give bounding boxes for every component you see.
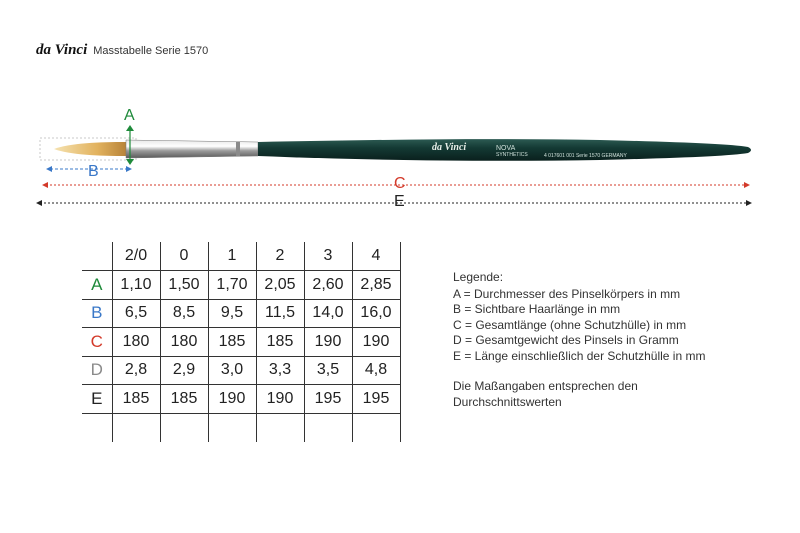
table-header-cell: 3 [304,242,352,271]
measurement-table [82,242,401,442]
table-cell: 190 [208,385,256,414]
dim-c-arrow-right [744,182,750,188]
dim-b-arrow-left [46,166,52,172]
table-header-cell: 2/0 [112,242,160,271]
ferrule-crimp [236,142,240,156]
table-cell: 185 [256,328,304,357]
legend-item-c: C = Gesamtlänge (ohne Schutzhülle) in mm [453,317,687,332]
table-cell: 8,5 [160,299,208,328]
legend-note-line2: Durchschnittswerten [453,394,562,409]
legend [453,270,705,410]
row-key-e: E [82,385,112,414]
header [36,42,208,59]
table-header-cell: 4 [352,242,400,271]
table-cell-empty [208,413,256,442]
dim-a-label: A [124,107,135,124]
table-header-cell: 2 [256,242,304,271]
table-row [82,299,400,328]
brand-logo: da Vinci [36,42,88,58]
legend-item-a: A = Durchmesser des Pinselkörpers in mm [453,286,681,301]
brush-imprint-nova: NOVA [496,145,516,152]
table-row [82,328,400,357]
table-cell: 1,10 [112,271,160,300]
table-cell: 2,9 [160,356,208,385]
table-cell: 195 [352,385,400,414]
table-cell: 2,05 [256,271,304,300]
table-cell: 3,5 [304,356,352,385]
table-row [82,385,400,414]
dim-c-label: C [394,175,406,192]
table-row-empty [82,413,400,442]
table-cell: 2,60 [304,271,352,300]
brush-imprint-brand: da Vinci [432,142,467,153]
brush-hair [54,142,126,156]
table-cell: 190 [352,328,400,357]
table-corner-cell [82,242,112,271]
table-cell-empty [82,413,112,442]
brush-diagram [0,100,800,220]
table-header-cell: 0 [160,242,208,271]
page-title: Masstabelle Serie 1570 [93,45,209,57]
dim-c-arrow-left [42,182,48,188]
legend-item-d: D = Gesamtgewicht des Pinsels in Gramm [453,333,679,347]
dim-e-arrow-left [36,200,42,206]
table-cell: 1,50 [160,271,208,300]
table-cell: 185 [208,328,256,357]
legend-item-e: E = Länge einschließlich der Schutzhülle in mm [453,348,706,363]
table-row [82,271,400,300]
table-cell: 185 [112,385,160,414]
table-cell: 3,3 [256,356,304,385]
table-cell-empty [112,413,160,442]
dim-a-arrow-top [126,125,134,131]
dim-e-label: E [394,193,405,210]
table-cell: 180 [112,328,160,357]
table-cell-empty [304,413,352,442]
table-cell: 9,5 [208,299,256,328]
dim-a-arrow-bottom [126,159,134,165]
dim-e-arrow-right [746,200,752,206]
table-cell: 2,85 [352,271,400,300]
table-cell: 185 [160,385,208,414]
table-cell: 4,8 [352,356,400,385]
table-cell: 1,70 [208,271,256,300]
table-cell: 11,5 [256,299,304,328]
brush-imprint-code: 4 017601 001 Serie 1570 GERMANY [544,153,627,159]
table-cell: 6,5 [112,299,160,328]
row-key-a: A [82,271,112,300]
legend-title: Legende: [453,270,504,284]
row-key-d: D [82,356,112,385]
table-cell: 190 [256,385,304,414]
row-key-c: C [82,328,112,357]
table-cell-empty [352,413,400,442]
table-row [82,356,400,385]
table-cell: 14,0 [304,299,352,328]
table-cell-empty [256,413,304,442]
dim-b-label: B [88,163,99,180]
table-cell: 3,0 [208,356,256,385]
row-key-b: B [82,299,112,328]
table-cell: 190 [304,328,352,357]
brush-imprint-synthetics: SYNTHETICS [496,152,528,158]
dim-b-arrow-right [126,166,132,172]
table-cell: 2,8 [112,356,160,385]
table-cell-empty [160,413,208,442]
table-cell: 16,0 [352,299,400,328]
legend-note-line1: Die Maßangaben entsprechen den [453,379,638,393]
table-cell: 195 [304,385,352,414]
legend-item-b: B = Sichtbare Haarlänge in mm [453,302,621,316]
table-cell: 180 [160,328,208,357]
table-header-row [82,242,400,271]
table-header-cell: 1 [208,242,256,271]
